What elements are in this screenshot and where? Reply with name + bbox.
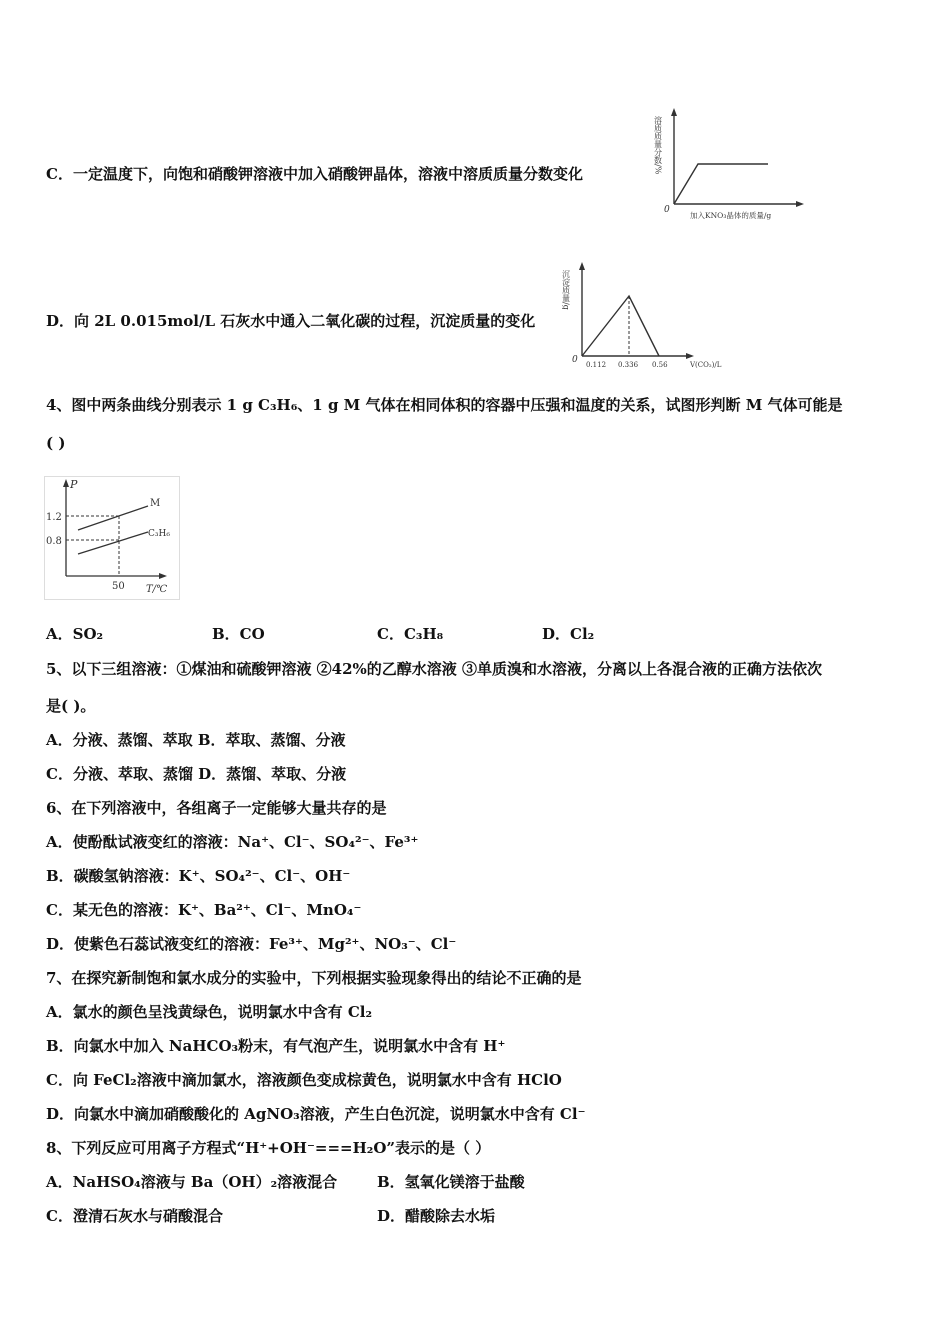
figd-tick-1: 0.112	[586, 361, 607, 369]
q6-option-b: B．碳酸氢钠溶液：K⁺、SO₄²⁻、Cl⁻、OH⁻	[46, 867, 351, 885]
q4-stem-c3h6: C₃H₆	[258, 396, 298, 414]
q7-option-d: D．向氯水中滴加硝酸酸化的 AgNO₃溶液，产生白色沉淀，说明氯水中含有 Cl⁻	[46, 1105, 586, 1123]
figc-origin: 0	[664, 205, 670, 215]
figd-xlabel: V(CO₂)/L	[690, 361, 722, 369]
q3-figure-c	[652, 106, 812, 222]
q3-figure-d	[562, 260, 732, 370]
q4-options	[46, 624, 906, 644]
q5-options-cd: C．分液、萃取、蒸馏 D．蒸馏、萃取、分液	[46, 765, 347, 783]
figd-tick-3: 0.56	[652, 361, 668, 369]
q4-option-c: C．C₃H₈	[377, 625, 444, 643]
q4-fig-curve-m: M	[150, 498, 161, 509]
q4-fig-y1: 1.2	[46, 512, 62, 523]
q4-option-a: A．SO₂	[46, 625, 104, 643]
q6-option-d: D．使紫色石蕊试液变红的溶液：Fe³⁺、Mg²⁺、NO₃⁻、Cl⁻	[46, 935, 457, 953]
q4-figure	[44, 476, 180, 600]
figd-origin: 0	[572, 355, 578, 365]
q4-stem-a: 4、图中两条曲线分别表示 1 g	[46, 396, 259, 414]
q8-option-d: D．醋酸除去水垢	[377, 1207, 496, 1225]
q8-option-b: B．氢氧化镁溶于盐酸	[377, 1173, 525, 1191]
q4-fig-ylabel: P	[70, 478, 78, 491]
q8-option-c: C．澄清石灰水与硝酸混合	[46, 1207, 223, 1225]
q6-option-a: A．使酚酞试液变红的溶液：Na⁺、Cl⁻、SO₄²⁻、Fe³⁺	[46, 833, 419, 851]
q3-option-c: C．一定温度下，向饱和硝酸钾溶液中加入硝酸钾晶体，溶液中溶质质量分数变化	[46, 165, 583, 183]
q4-fig-y2: 0.8	[46, 536, 62, 547]
q4-fig-xlabel: T/℃	[146, 584, 168, 595]
figc-xlabel: 加入KNO₃晶体的质量/g	[690, 211, 772, 220]
q7-option-a: A．氯水的颜色呈浅黄绿色，说明氯水中含有 Cl₂	[46, 1003, 373, 1021]
q6-option-c: C．某无色的溶液：K⁺、Ba²⁺、Cl⁻、MnO₄⁻	[46, 901, 362, 919]
q8-option-a: A．NaHSO₄溶液与 Ba（OH）₂溶液混合	[46, 1173, 338, 1191]
figd-tick-2: 0.336	[618, 361, 639, 369]
q8-stem: 8、下列反应可用离子方程式“H⁺+OH⁻===H₂O”表示的是（ ）	[46, 1139, 491, 1157]
q7-option-c: C．向 FeCl₂溶液中滴加氯水，溶液颜色变成棕黄色，说明氯水中含有 HClO	[46, 1071, 562, 1089]
q6-stem: 6、在下列溶液中，各组离子一定能够大量共存的是	[46, 799, 387, 817]
q4-option-b: B．CO	[212, 625, 265, 643]
q4-stem	[46, 395, 843, 415]
q4-option-d: D．Cl₂	[542, 625, 595, 643]
q5-options-ab: A．分液、蒸馏、萃取 B．萃取、蒸馏、分液	[46, 731, 346, 749]
q4-fig-x1: 50	[112, 581, 125, 592]
q4-stem-b: 、1 g M 气体在相同体积的容器中压强和温度的关系，试图形判断 M 气体可能是	[297, 396, 843, 414]
q3-option-d: D．向 2L 0.015mol/L 石灰水中通入二氧化碳的过程，沉淀质量的变化	[46, 312, 536, 330]
figd-ylabel: 沉淀质量/g	[562, 270, 571, 310]
q7-option-b: B．向氯水中加入 NaHCO₃粉末，有气泡产生，说明氯水中含有 H⁺	[46, 1037, 506, 1055]
q5-stem: 5、以下三组溶液：①煤油和硫酸钾溶液 ②42%的乙醇水溶液 ③单质溴和水溶液，分离以上各混合液的正确方法依次	[46, 660, 823, 678]
q4-fig-curve-c3h6: C₃H₆	[148, 529, 170, 539]
q5-stem-2: 是( )。	[46, 697, 96, 715]
q7-stem: 7、在探究新制饱和氯水成分的实验中，下列根据实验现象得出的结论不正确的是	[46, 969, 582, 987]
q4-stem-2: ( )	[46, 434, 66, 452]
figc-ylabel: 溶质质量分数/%	[653, 116, 663, 175]
